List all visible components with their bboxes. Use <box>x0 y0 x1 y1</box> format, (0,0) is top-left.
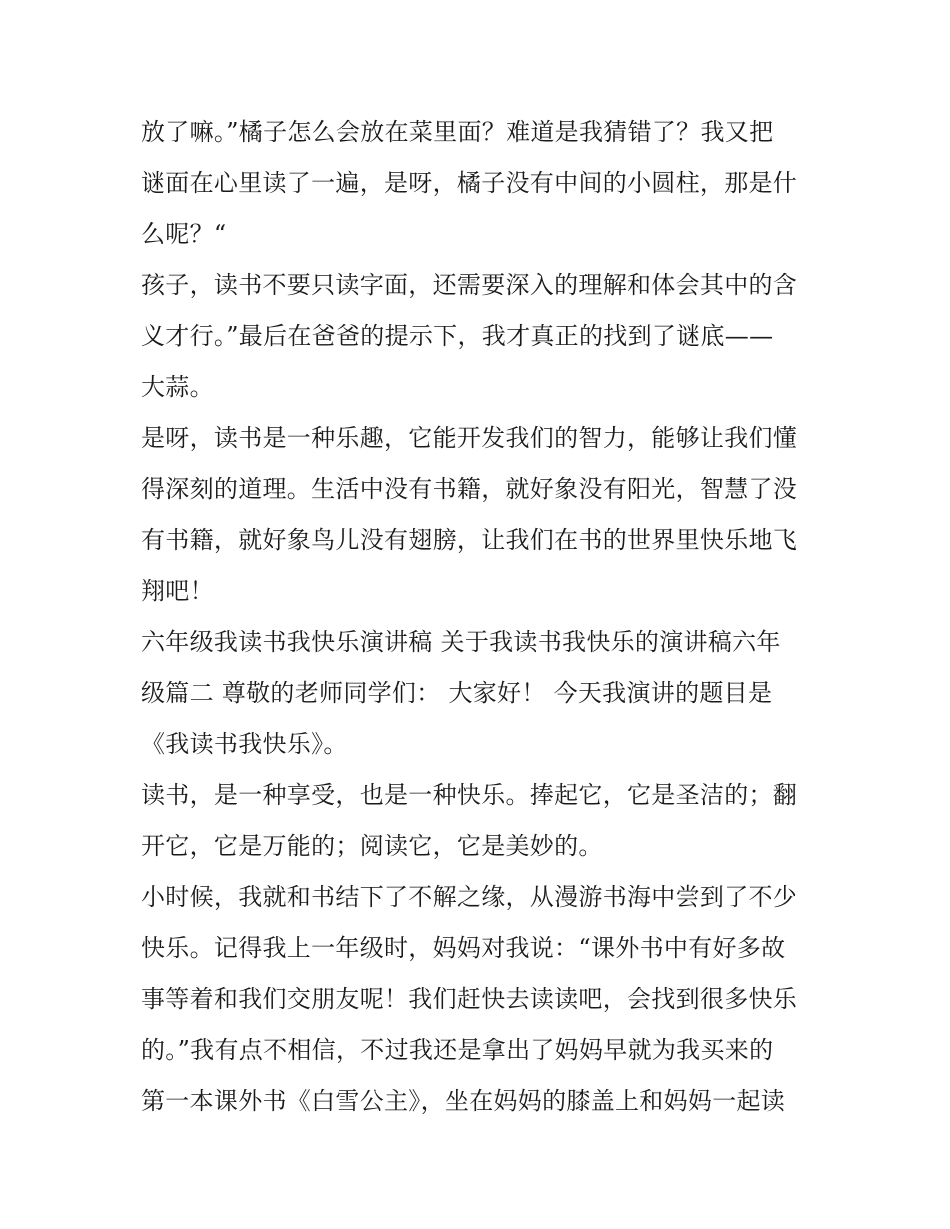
paragraph <box>141 770 821 872</box>
paragraph <box>141 413 821 617</box>
text-line: 《我读书我快乐》。 <box>141 730 348 758</box>
text-line: 快乐。记得我上一年级时，妈妈对我说：“课外书中有好多故 <box>141 934 786 962</box>
paragraph <box>141 872 821 1127</box>
text-line: 放了嘛。”橘子怎么会放在菜里面？难道是我猜错了？我又把 <box>141 118 774 146</box>
text-line: 大蒜。 <box>141 373 214 401</box>
text-line: 级篇二 尊敬的老师同学们： 大家好！ 今天我演讲的题目是 <box>141 679 773 707</box>
text-line: 有书籍，就好象鸟儿没有翅膀，让我们在书的世界里快乐地飞 <box>141 526 798 554</box>
text-line: 六年级我读书我快乐演讲稿 关于我读书我快乐的演讲稿六年 <box>141 628 781 656</box>
text-line: 得深刻的道理。生活中没有书籍，就好象没有阳光，智慧了没 <box>141 475 798 503</box>
document-body <box>141 107 821 1127</box>
paragraph <box>141 107 821 260</box>
text-line: 孩子，读书不要只读字面，还需要深入的理解和体会其中的含 <box>141 271 798 299</box>
text-line: 读书，是一种享受，也是一种快乐。捧起它，它是圣洁的；翻 <box>141 781 798 809</box>
text-line: 么呢？“ <box>141 220 227 248</box>
text-line: 翔吧！ <box>141 577 214 605</box>
text-line: 小时候，我就和书结下了不解之缘，从漫游书海中尝到了不少 <box>141 883 798 911</box>
text-line: 的。”我有点不相信，不过我还是拿出了妈妈早就为我买来的 <box>141 1036 774 1064</box>
paragraph <box>141 260 821 413</box>
text-line: 义才行。”最后在爸爸的提示下，我才真正的找到了谜底—— <box>141 322 774 350</box>
text-line: 谜面在心里读了一遍，是呀，橘子没有中间的小圆柱，那是什 <box>141 169 798 197</box>
text-line: 是呀，读书是一种乐趣，它能开发我们的智力，能够让我们懂 <box>141 424 798 452</box>
paragraph <box>141 617 821 770</box>
text-line: 第一本课外书《白雪公主》，坐在妈妈的膝盖上和妈妈一起读 <box>141 1087 786 1115</box>
text-line: 开它，它是万能的；阅读它，它是美妙的。 <box>141 832 603 860</box>
text-line: 事等着和我们交朋友呢！我们赶快去读读吧，会找到很多快乐 <box>141 985 798 1013</box>
